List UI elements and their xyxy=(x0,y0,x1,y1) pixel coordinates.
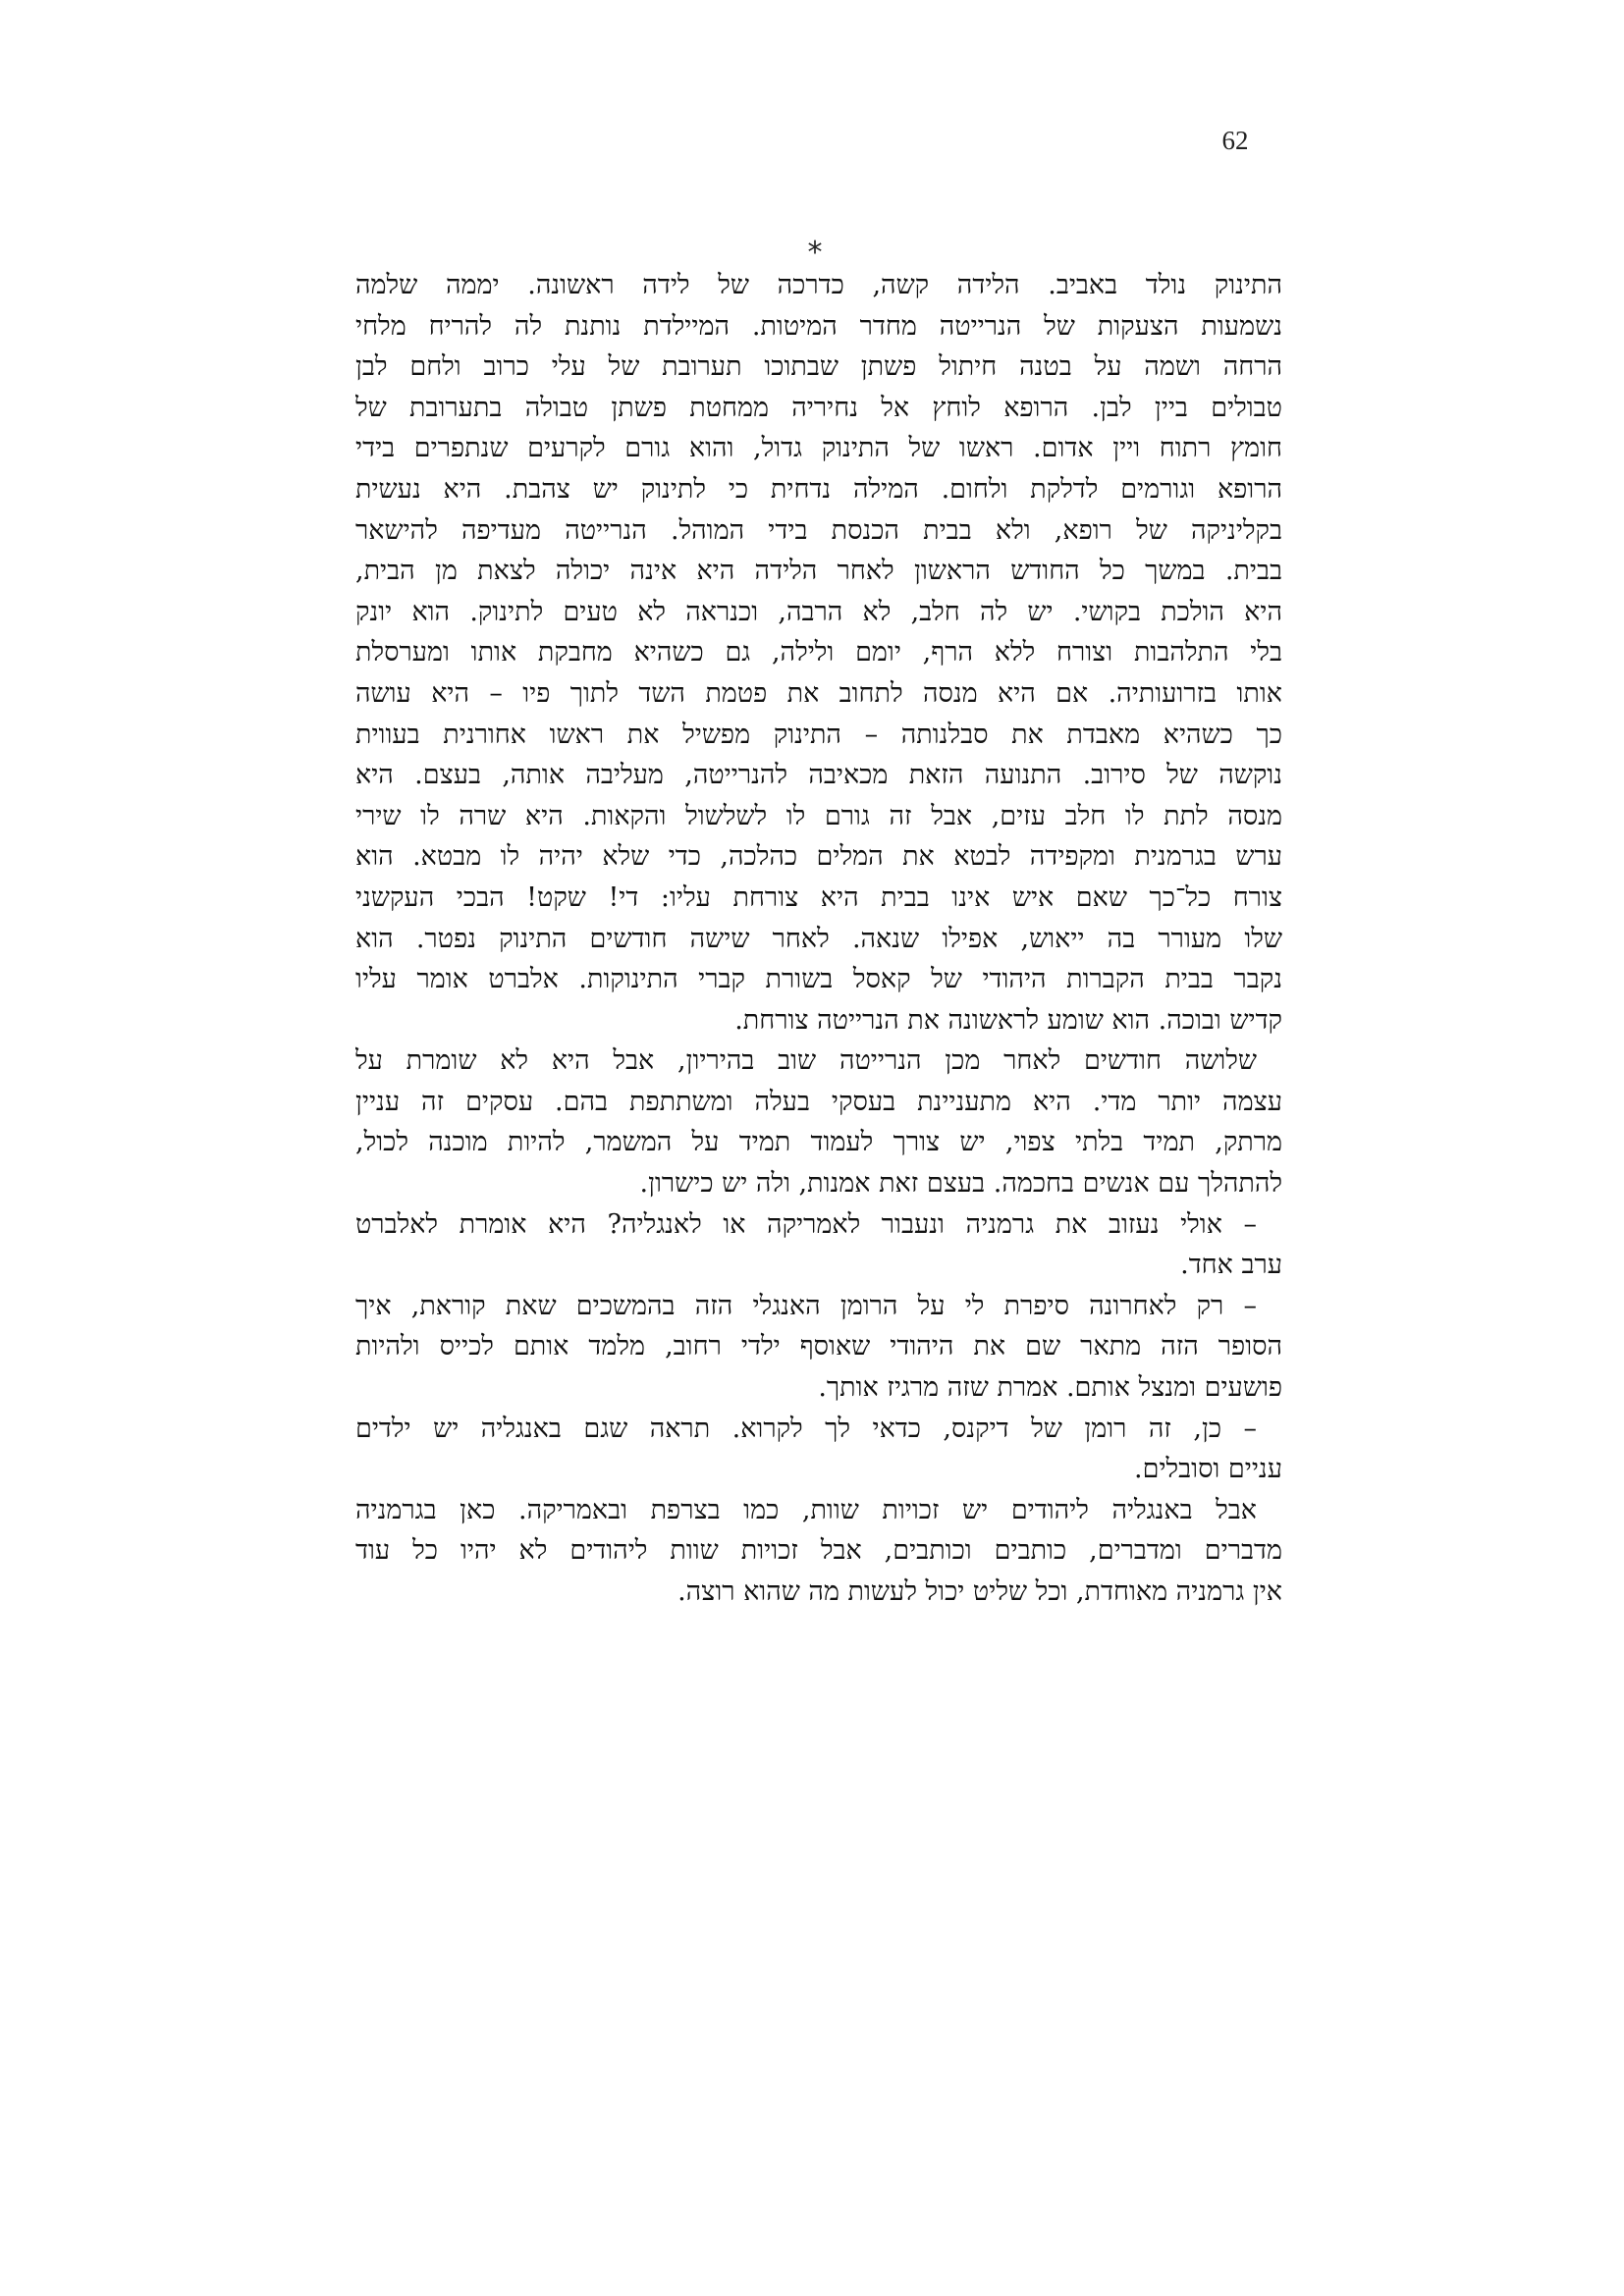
text-line: כך כשהיא מאבדת את סבלנותה – התינוק מפשיל את ראשו אחורנית בעווית xyxy=(355,719,1282,750)
text-line: הרופא וגורמים לדלקת ולחום. המילה נדחית כי לתינוק יש צהבת. היא נעשית xyxy=(355,473,1282,505)
text-line: אותו בזרועותיה. אם היא מנסה לתחוב את פטמת השד לתוך פיו – היא עושה xyxy=(355,677,1282,709)
text-line: ערש בגרמנית ומקפידה לבטא את המלים כהלכה, כדי שלא יהיה לו מבטא. הוא xyxy=(355,841,1282,873)
text-line: נוקשה של סירוב. התנועה הזאת מכאיבה להנרייטה, מעליבה אותה, בעצם. היא xyxy=(355,760,1282,791)
text-line: חומץ רתוח ויין אדום. ראשו של התינוק גדול, והוא גורם לקרעים שנתפרים בידי xyxy=(355,433,1282,464)
text-line: נקבר בבית הקברות היהודי של קאסל בשורת קברי התינוקות. אלברט אומר עליו xyxy=(355,964,1282,995)
text-line: מנסה לתת לו חלב עזים, אבל זה גורם לו לשלשול והקאות. היא שרה לו שירי xyxy=(355,800,1282,831)
text-line: קדיש ובוכה. הוא שומע לראשונה את הנרייטה צורחת. xyxy=(734,1004,1282,1036)
text-line: נשמעות הצעקות של הנרייטה מחדר המיטות. המיילדת נותנת לה להריח מלחי xyxy=(355,310,1282,342)
text-line: מרתק, תמיד בלתי צפוי, יש צורך לעמוד תמיד על המשמר, להיות מוכנה לכול, xyxy=(355,1127,1282,1158)
text-line: ערב אחד. xyxy=(1180,1250,1282,1281)
text-line: שלו מעורר בה ייאוש, אפילו שנאה. לאחר שישה חודשים התינוק נפטר. הוא xyxy=(355,923,1282,954)
paragraph xyxy=(355,265,1282,1041)
paragraph xyxy=(355,1490,1282,1613)
text-line: טבולים ביין לבן. הרופא לוחץ אל נחיריה ממחטת פשתן טבולה בתערובת של xyxy=(355,392,1282,423)
text-line: בקליניקה של רופא, ולא בבית הכנסת בידי המוהל. הנרייטה מעדיפה להישאר xyxy=(355,514,1282,546)
body-text xyxy=(355,265,1282,1613)
text-line: בבית. במשך כל החודש הראשון לאחר הלידה היא אינה יכולה לצאת מן הבית, xyxy=(355,556,1282,587)
text-line: שלושה חודשים לאחר מכן הנרייטה שוב בהיריון, אבל היא לא שומרת על xyxy=(355,1045,1257,1077)
text-line: בלי התלהבות וצורח ללא הרף, יומם ולילה, גם כשהיא מחבקת אותו ומערסלת xyxy=(355,637,1282,668)
text-line: עצמה יותר מדי. היא מתעניינת בעסקי בעלה ומשתתפת בהם. עסקים זה עניין xyxy=(355,1086,1282,1117)
text-line: אין גרמניה מאוחדת, וכל שליט יכול לעשות מה שהוא רוצה. xyxy=(677,1576,1282,1607)
section-separator-asterisk: * xyxy=(807,236,823,270)
text-line: צורח כל־כך שאם איש אינו בבית היא צורחת עליו: די! שקט! הבכי העקשני xyxy=(355,881,1282,913)
page-number: 62 xyxy=(1221,126,1249,155)
paragraph xyxy=(355,1204,1282,1286)
text-line: להתהלך עם אנשים בחכמה. בעצם זאת אמנות, ולה יש כישרון. xyxy=(639,1168,1282,1200)
text-line: עניים וסובלים. xyxy=(1134,1454,1282,1485)
text-line: הרחה ושמה על בטנה חיתול פשתן שבתוכו תערובת של עלי כרוב ולחם לבן xyxy=(355,351,1282,383)
text-line: אבל באנגליה ליהודים יש זכויות שוות, כמו בצרפת ובאמריקה. כאן בגרמניה xyxy=(355,1494,1257,1525)
paragraph xyxy=(355,1286,1282,1409)
paragraph xyxy=(355,1041,1282,1203)
text-line: פושעים ומנצל אותם. אמרת שזה מרגיז אותך. xyxy=(818,1372,1282,1404)
text-line: היא הולכת בקושי. יש לה חלב, לא הרבה, וכנראה לא טעים לתינוק. הוא יונק xyxy=(355,596,1282,627)
text-line: – אולי נעזוב את גרמניה ונעבור לאמריקה או לאנגליה? היא אומרת לאלברט xyxy=(355,1208,1257,1240)
text-line: מדברים ומדברים, כותבים וכותבים, אבל זכויות שוות ליהודים לא יהיו כל עוד xyxy=(355,1535,1282,1567)
paragraph xyxy=(355,1409,1282,1490)
text-line: התינוק נולד באביב. הלידה קשה, כדרכה של לידה ראשונה. יממה שלמה xyxy=(355,270,1282,300)
text-line: הסופר הזה מתאר שם את היהודי שאוסף ילדי רחוב, מלמד אותם לכייס ולהיות xyxy=(355,1331,1282,1362)
text-line: – כן, זה רומן של דיקנס, כדאי לך לקרוא. תראה שגם באנגליה יש ילדים xyxy=(355,1413,1257,1444)
text-line: – רק לאחרונה סיפרת לי על הרומן האנגלי הזה בהמשכים שאת קוראת, איך xyxy=(355,1290,1257,1321)
